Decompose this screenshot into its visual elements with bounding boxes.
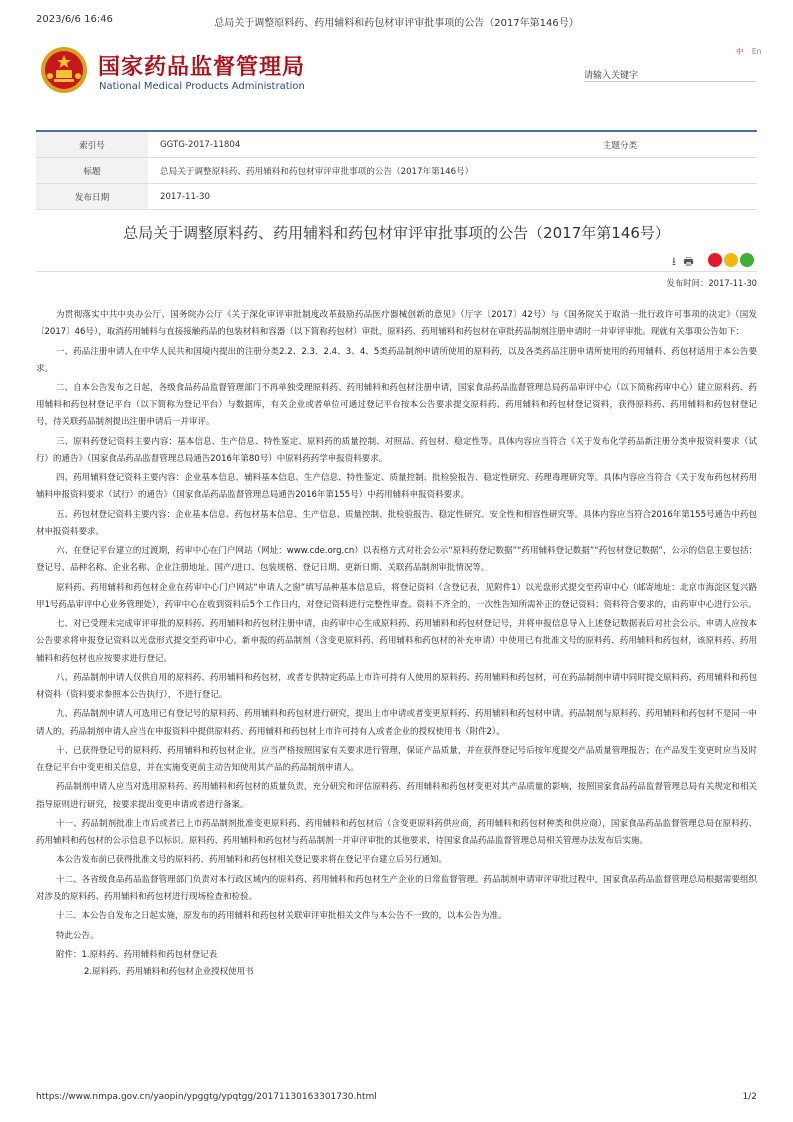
article-title: 总局关于调整原料药、药用辅料和药包材审评审批事项的公告（2017年第146号） <box>123 224 670 242</box>
attachments-label: 附件： <box>56 949 82 960</box>
paragraph: 一、药品注册申请人在中华人民共和国境内提出的注册分类2.2、2.3、2.4、3、4、5类药品制剂申请所使用的原料药，以及各类药品注册申请所使用的药用辅料、药包材适用于本公告要求。 <box>36 346 757 374</box>
print-icon[interactable]: 🖶 <box>683 255 694 268</box>
print-page-title: 总局关于调整原料药、药用辅料和药包材审评审批事项的公告（2017年第146号） <box>214 18 579 29</box>
paragraph: 七、对已受理未完成审评审批的原料药、药用辅料和药包材注册申请，由药审中心生成原料药、药用辅料和药包材登记号，并将申报信息导入上述登记数据表后对社会公示。申请人应按本公告要求将申报登记资料以光盘形式提交至药审中心。新申报的药品制剂（含变更原料药、药用辅料和药包材的补充申请）中使用已有批准文号的原料药、药用辅料和药包材，该原料药、药用辅料和药包材也应按要求进行登记。 <box>36 619 757 664</box>
weibo-share-icon[interactable] <box>708 253 722 267</box>
paragraph: 八、药品制剂申请人仅供自用的原料药、药用辅料和药包材，或者专供特定药品上市许可持有人使用的原料药、药用辅料和药包材，可在药品制剂申请中同时提交原料药、药用辅料和药包材资料（资料要求参照本公告执行），不进行登记。 <box>36 672 757 701</box>
wechat-share-icon[interactable] <box>740 253 754 267</box>
meta-category-value <box>694 131 757 158</box>
attachment-line-1 <box>36 947 757 964</box>
print-footer-url: https://www.nmpa.gov.cn/yaopin/ypggtg/ypqtgg/20171130163301730.html <box>36 1092 377 1102</box>
paragraph: 药品制剂申请人应当对选用原料药、药用辅料和药包材的质量负责，充分研究和评估原料药、药用辅料和药包材变更对其产品质量的影响，按照国家食品药品监督管理总局有关规定和相关指导原则进行研究，按要求提出变更申请或者进行备案。 <box>36 782 757 810</box>
paragraph: 十三、本公告自发布之日起实施，原发布的药用辅料和药包材关联审评审批相关文件与本公告不一致的，以本公告为准。 <box>56 911 507 922</box>
print-header <box>36 14 757 30</box>
meta-index-label: 索引号 <box>36 131 148 158</box>
title-divider <box>36 271 757 272</box>
paragraph: 本公告发布前已获得批准文号的原料药、药用辅料和药包材相关登记要求将在登记平台建立后另行通知。 <box>56 855 448 866</box>
paragraph: 原料药、药用辅料和药包材企业在药审中心门户网站“申请人之窗”填写品种基本信息后，将登记资料（含登记表，见附件1）以光盘形式提交至药审中心（邮寄地址：北京市海淀区复兴路甲1号药品审评中心业务管理处），药审中心在收到资料后5个工作日内，对登记资料进行完整性审查。资料不齐全的，一次性告知所需补正的登记资料；资料符合要求的，由药审中心进行公示。 <box>36 582 757 610</box>
paragraph: 四、药用辅料登记资料主要内容：企业基本信息、辅料基本信息、生产信息、特性鉴定、质量控制、批检验报告、稳定性研究、药理毒理研究等。具体内容应当符合《关于发布药包材药用辅料申报资料要求（试行）的通告》（国家食品药品监督管理总局通告2016年第155号）中药用辅料申报资料要求。 <box>36 473 757 501</box>
national-emblem-logo[interactable] <box>40 46 88 94</box>
meta-index-value: GGTG-2017-11804 <box>148 131 602 158</box>
paragraph: 九、药品制剂申请人可选用已有登记号的原料药、药用辅料和药包材进行研究，提出上市申请或者变更原料药、药用辅料和药包材申请。药品制剂与原料药、药用辅料和药包材不是同一申请人的，药品制剂申请人应当在申报资料中提供原料药、药用辅料和药包材上市许可持有人或者企业的授权使用书（附件2）。 <box>36 709 757 737</box>
meta-row-date <box>36 184 757 210</box>
lang-en-link[interactable]: En <box>751 47 762 56</box>
meta-title-value: 总局关于调整原料药、药用辅料和药包材审评审批事项的公告（2017年第146号） <box>148 158 757 184</box>
download-icon[interactable]: ⭳ <box>672 255 676 268</box>
share-bar <box>708 252 756 268</box>
qzone-share-icon[interactable] <box>724 253 738 267</box>
meta-date-label: 发布日期 <box>36 184 148 210</box>
paragraph: 为贯彻落实中共中央办公厅、国务院办公厅《关于深化审评审批制度改革鼓励药品医疗器械创新的意见》（厅字〔2017〕42号）与《国务院关于取消一批行政许可事项的决定》（国发〔2017〕46号），取消药用辅料与直接接触药品的包装材料和容器（以下简称药包材）审批，原料药、药用辅料和药包材在审批药品制剂注册申请时一并审评审批。现就有关事项公告如下： <box>36 310 757 338</box>
print-datetime: 2023/6/6 16:46 <box>36 14 113 25</box>
meta-row-index <box>36 131 757 158</box>
paragraph: 五、药包材登记资料主要内容：企业基本信息、药包材基本信息、生产信息、质量控制、批检验报告、稳定性研究、安全性和相容性研究等。具体内容应当符合2016年第155号通告中药包材申报资料要求。 <box>36 509 757 537</box>
paragraph: 三、原料药登记资料主要内容：基本信息、生产信息、特性鉴定、原料药的质量控制、对照品、药包材、稳定性等。具体内容应当符合《关于发布化学药品新注册分类申报资料要求（试行）的通告》（国家食品药品监督管理总局通告2016年第80号）中原料药药学申报资料要求。 <box>36 436 757 464</box>
article-meta-table <box>36 130 757 210</box>
paragraph: 十二、各省级食品药品监督管理部门负责对本行政区域内的原料药、药用辅料和药包材生产企业的日常监督管理。药品制剂申请审评审批过程中，国家食品药品监督管理总局根据需要组织对涉及的原料药、药用辅料和药包材进行现场检查和检验。 <box>36 874 757 902</box>
search-input[interactable]: 请输入关键字 <box>584 62 756 82</box>
attachment-link-1[interactable]: 1.原料药、药用辅料和药包材登记表 <box>81 949 218 960</box>
paragraph: 二、自本公告发布之日起，各级食品药品监督管理部门不再单独受理原料药、药用辅料和药包材注册申请，国家食品药品监督管理总局药品审评中心（以下简称药审中心）建立原料药、药用辅料和药包材登记平台（以下简称为登记平台）与数据库，有关企业或者单位可通过登记平台按本公告要求提交原料药、药用辅料和药包材登记资料，获得原料药、药用辅料和药包材登记号，待关联药品制剂提出注册申请后一并审评。 <box>36 383 757 428</box>
meta-date-value: 2017-11-30 <box>148 184 757 210</box>
article-body <box>36 307 757 981</box>
lang-zh-link[interactable]: 中 <box>736 47 744 56</box>
site-name-en: National Medical Products Administration <box>99 81 305 92</box>
paragraph: 十、已获得登记号的原料药、药用辅料和药包材企业，应当严格按照国家有关要求进行管理，保证产品质量，并在获得登记号后按年度提交产品质量管理报告；在产品发生变更时应当及时在登记平台中变更相关信息，并在实施变更前主动告知使用其产品的药品制剂申请人。 <box>36 745 757 774</box>
publish-date: 发布时间：2017-11-30 <box>666 278 757 288</box>
meta-row-title <box>36 158 757 184</box>
article-tools <box>672 253 694 267</box>
attachment-link-2[interactable]: 2.原料药、药用辅料和药包材企业授权使用书 <box>84 967 254 977</box>
paragraph: 特此公告。 <box>56 930 99 941</box>
language-switch <box>730 46 761 57</box>
meta-title-label: 标题 <box>36 158 148 184</box>
print-page-number: 1/2 <box>742 1092 757 1102</box>
paragraph: 十一、药品制剂批准上市后或者已上市药品制剂批准变更原料药、药用辅料和药包材后（含变更原料药供应商，药用辅料和药包材种类和供应商），国家食品药品监督管理总局在原料药、药用辅料和药包材的公示信息予以标识。原料药、药用辅料和药包材与药品制剂一并审评审批的其他要求，待国家食品药品监督管理总局相关管理办法发布后实施。 <box>36 818 757 847</box>
paragraph: 六、在登记平台建立的过渡期，药审中心在门户网站（网址：www.cde.org.cn）以表格方式对社会公示“原料药登记数据”“药用辅料登记数据”“药包材登记数据”，公示的信息主要包括：登记号、品种名称、企业名称、企业注册地址、国产/进口、包装规格、登记日期、更新日期、关联药品制剂审批情况等。 <box>36 546 757 574</box>
meta-category-label: 主题分类 <box>602 131 694 158</box>
site-name-cn[interactable]: 国家药品监督管理局 <box>98 55 306 80</box>
